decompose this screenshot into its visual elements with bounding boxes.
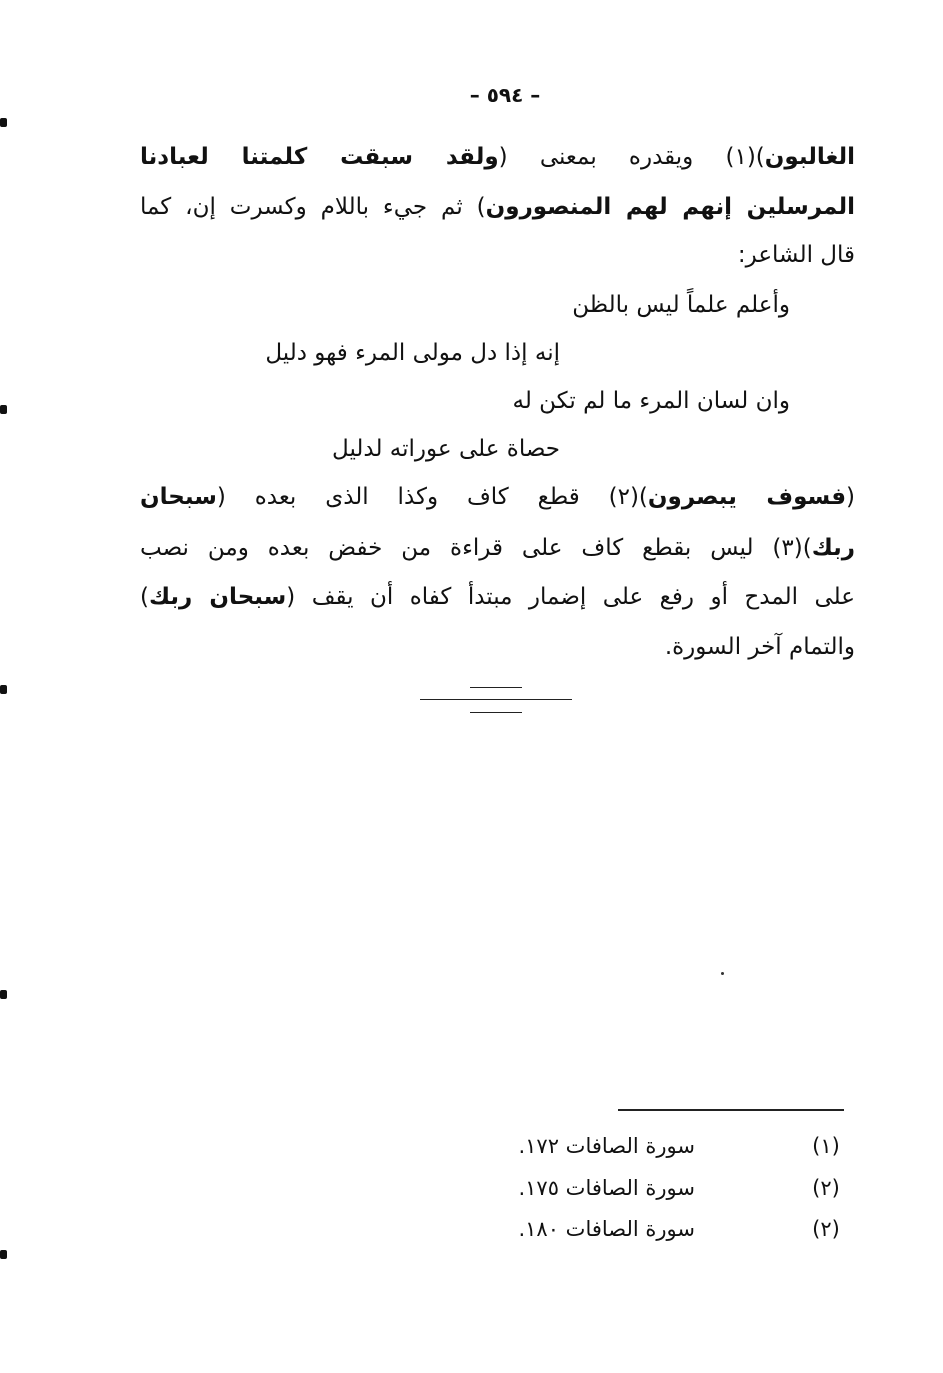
- footnote-text: سورة الصافات ١٧٥.: [518, 1176, 695, 1200]
- quran-quote: سبحان ربك: [148, 584, 287, 610]
- text-line: [140, 142, 855, 172]
- footnote-number: (٢): [812, 1217, 840, 1241]
- scan-mark: [0, 1250, 7, 1259]
- text-line: والتمام آخر السورة.: [664, 634, 855, 660]
- scan-mark: [0, 405, 7, 414]
- text-run: )(١) ويقدره بمعنى (: [498, 144, 765, 170]
- text-run: ): [140, 584, 149, 610]
- scan-mark: [0, 685, 7, 694]
- text-run: )(٢) قطع كاف وكذا الذى بعده (: [216, 484, 648, 510]
- footnote-text: سورة الصافات ١٧٢.: [518, 1134, 695, 1158]
- scan-mark: [0, 118, 7, 127]
- scan-speck: [721, 972, 724, 975]
- poem-verse: وأعلم علماً ليس بالظن: [572, 292, 790, 318]
- text-run: (: [846, 484, 855, 510]
- text-line: [140, 482, 855, 512]
- end-ornament-line: [420, 699, 572, 700]
- end-ornament-line: [470, 687, 522, 688]
- text-run: )(٣) ليس بقطع كاف على قراءة من خفض بعده ومن نصب: [140, 535, 812, 561]
- quran-quote: ربك: [811, 535, 855, 561]
- scan-mark: [0, 990, 7, 999]
- text-line: [140, 192, 855, 222]
- quran-quote: الغالبون: [764, 144, 855, 170]
- text-run: ) ثم جيء باللام وكسرت إن، كما: [140, 194, 486, 220]
- footnote-text: سورة الصافات ١٨٠.: [518, 1217, 695, 1241]
- end-ornament-line: [470, 712, 522, 713]
- poem-verse: حصاة على عوراته لدليل: [332, 436, 560, 462]
- text-line: قال الشاعر:: [737, 242, 855, 268]
- footnote-number: (٢): [812, 1176, 840, 1200]
- poem-verse: وان لسان المرء ما لم تكن له: [512, 388, 790, 414]
- page-number: – ٥٩٤ –: [469, 83, 541, 107]
- poem-verse: إنه إذا دل مولى المرء فهو دليل: [265, 340, 560, 366]
- text-line: [140, 582, 855, 612]
- footnote-number: (١): [812, 1134, 840, 1158]
- footnote-separator: [618, 1109, 844, 1111]
- quran-quote: سبحان: [140, 484, 217, 510]
- quran-quote: ولقد سبقت كلمتنا لعبادنا: [140, 144, 499, 170]
- text-run: على المدح أو رفع على إضمار مبتدأ كفاه أن يقف (: [286, 584, 855, 610]
- quran-quote: فسوف يبصرون: [647, 484, 847, 510]
- quran-quote: المرسلين إنهم لهم المنصورون: [485, 194, 855, 220]
- text-line: [140, 533, 855, 563]
